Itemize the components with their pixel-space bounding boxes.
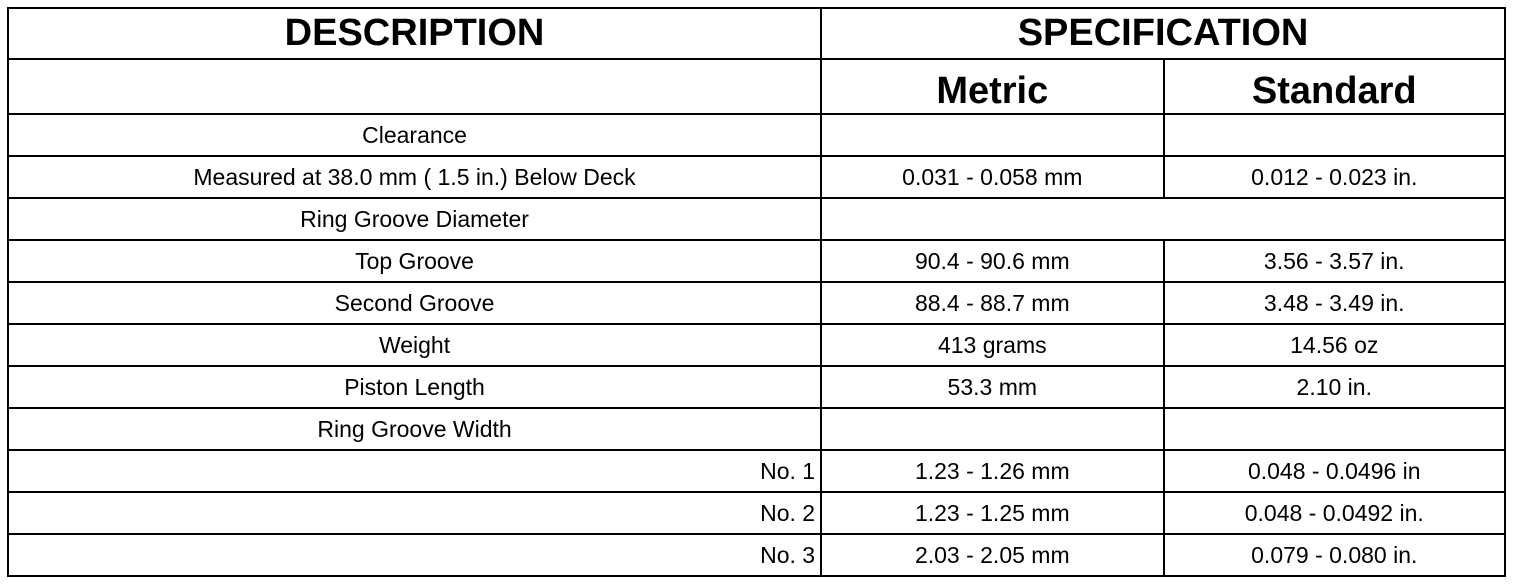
description-cell: Piston Length — [8, 366, 821, 408]
standard-cell: 0.048 - 0.0496 in — [1164, 450, 1505, 492]
description-cell: Ring Groove Width — [8, 408, 821, 450]
metric-cell: 1.23 - 1.25 mm — [821, 492, 1163, 534]
standard-cell — [1164, 114, 1505, 156]
header-row-units — [8, 59, 1505, 114]
description-header: DESCRIPTION — [8, 8, 821, 59]
table-row — [8, 198, 1505, 240]
description-cell: Second Groove — [8, 282, 821, 324]
description-header-blank — [8, 59, 821, 114]
specification-table — [7, 7, 1506, 577]
standard-cell: 0.048 - 0.0492 in. — [1164, 492, 1505, 534]
description-cell: No. 2 — [8, 492, 821, 534]
metric-cell: 88.4 - 88.7 mm — [821, 282, 1163, 324]
metric-cell: 90.4 - 90.6 mm — [821, 240, 1163, 282]
metric-cell: 1.23 - 1.26 mm — [821, 450, 1163, 492]
table-row — [8, 534, 1505, 576]
table-row — [8, 240, 1505, 282]
standard-cell: 0.079 - 0.080 in. — [1164, 534, 1505, 576]
description-cell: Weight — [8, 324, 821, 366]
description-cell: No. 1 — [8, 450, 821, 492]
metric-cell: 413 grams — [821, 324, 1163, 366]
description-cell: Ring Groove Diameter — [8, 198, 821, 240]
description-cell: Measured at 38.0 mm ( 1.5 in.) Below Deck — [8, 156, 821, 198]
header-row-top — [8, 8, 1505, 59]
standard-cell: 3.48 - 3.49 in. — [1164, 282, 1505, 324]
standard-cell: 3.56 - 3.57 in. — [1164, 240, 1505, 282]
metric-cell: 2.03 - 2.05 mm — [821, 534, 1163, 576]
metric-cell — [821, 114, 1163, 156]
specification-cell-merged — [821, 198, 1505, 240]
table-row — [8, 282, 1505, 324]
standard-cell — [1164, 408, 1505, 450]
table-row — [8, 324, 1505, 366]
table-row — [8, 408, 1505, 450]
description-cell: Clearance — [8, 114, 821, 156]
table-row — [8, 156, 1505, 198]
metric-cell: 0.031 - 0.058 mm — [821, 156, 1163, 198]
standard-cell: 2.10 in. — [1164, 366, 1505, 408]
table-row — [8, 450, 1505, 492]
specification-header: SPECIFICATION — [821, 8, 1505, 59]
metric-cell: 53.3 mm — [821, 366, 1163, 408]
description-cell: No. 3 — [8, 534, 821, 576]
standard-header: Standard — [1164, 59, 1505, 114]
table-row — [8, 366, 1505, 408]
metric-cell — [821, 408, 1163, 450]
table-row — [8, 492, 1505, 534]
table-row — [8, 114, 1505, 156]
standard-cell: 14.56 oz — [1164, 324, 1505, 366]
standard-cell: 0.012 - 0.023 in. — [1164, 156, 1505, 198]
description-cell: Top Groove — [8, 240, 821, 282]
metric-header: Metric — [821, 59, 1163, 114]
